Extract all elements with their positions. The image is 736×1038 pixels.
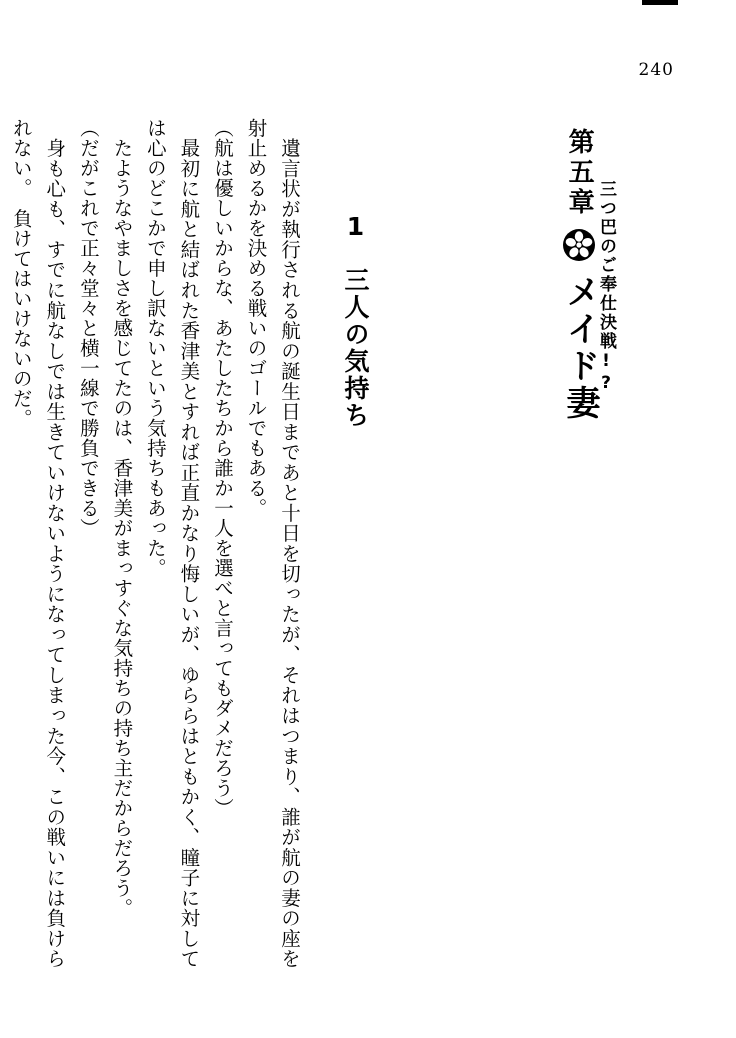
section-title: 三人の気持ち [341, 267, 370, 429]
registration-mark [642, 0, 678, 5]
chapter-title: メイド妻 [560, 274, 600, 422]
body-paragraph: 遺言状が執行される航の誕生日まであと十日を切ったが、それはつまり、誰が航の妻の座を射止めるかを決める戦いのゴールでもある。 [244, 118, 301, 969]
chapter-label: 第五章 [564, 128, 595, 218]
page-number: 240 [638, 60, 674, 80]
chapter-subtitle: 三つ巴のご奉仕決戦!? [596, 180, 616, 395]
section-number: 1 [341, 212, 370, 241]
body-paragraph: たようなやましさを感じてたのは、香津美がまっすぐな気持ちの持ち主だからだろう。 [110, 137, 134, 918]
body-paragraph: 最初に航と結ばれた香津美とすれば正直かなり悔しいが、ゆららはともかく、瞳子に対しては心のどこかで申し訳ないという気持ちもあった。 [143, 118, 201, 969]
body-text [0, 118, 306, 968]
body-paragraph: （だがこれで正々堂々と横一線で勝負できる） [76, 118, 100, 538]
chapter-heading [561, 128, 618, 648]
body-paragraph: （航は優しいからな、あたしたちから誰か一人を選べと言ってもダメだろう） [210, 118, 234, 818]
flower-ornament-icon [562, 228, 596, 266]
body-paragraph: 身も心も、すでに航なしでは生きていけないようになってしまった今、この戦いには負けられない。 負けてはいけないのだ。 [9, 118, 67, 969]
section-heading [343, 212, 368, 429]
